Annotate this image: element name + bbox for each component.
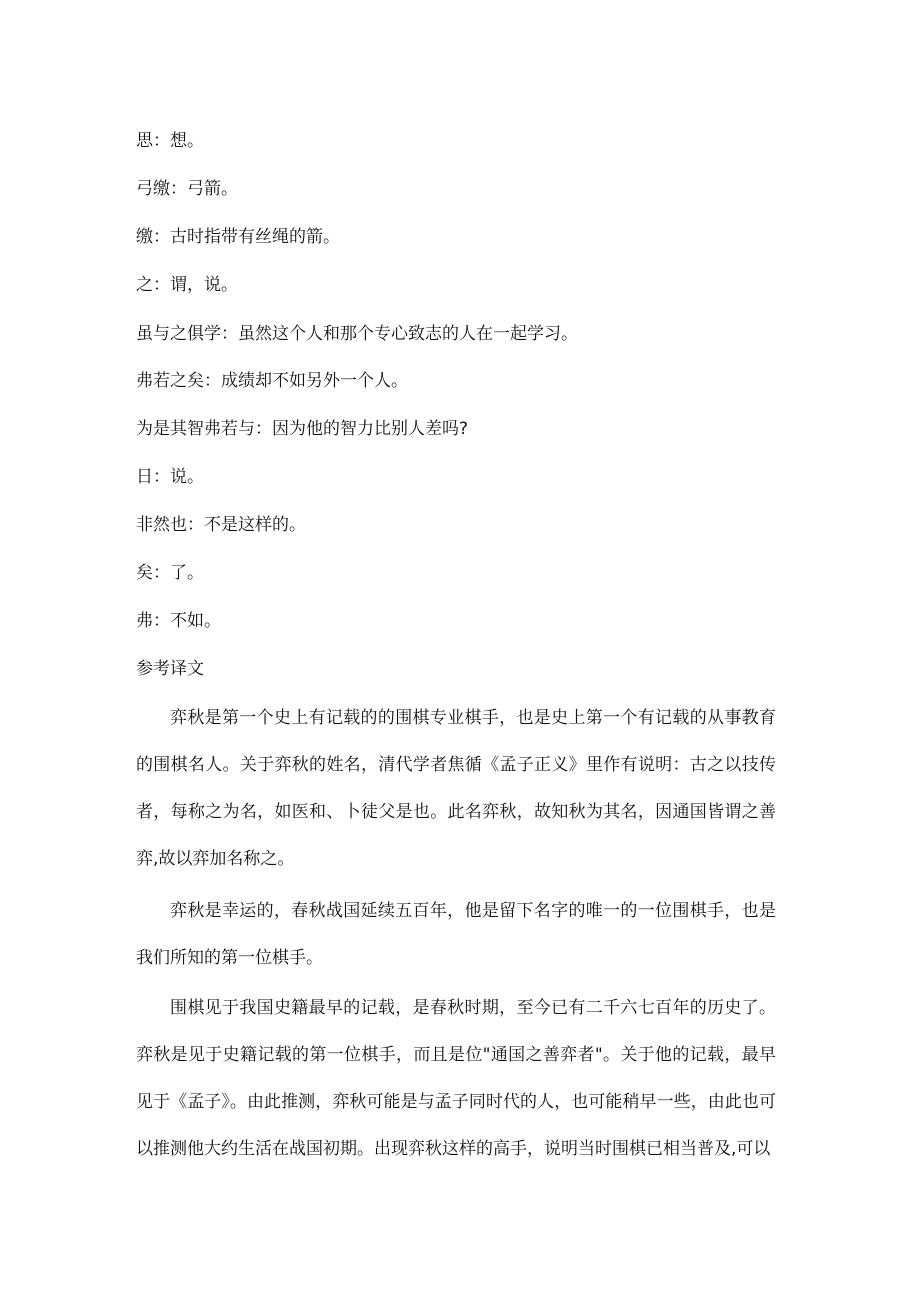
section-title: 参考译文 [136, 659, 204, 679]
translation-paragraph: 弈秋是幸运的，春秋战国延续五百年，他是留下名字的唯一的一位围棋手，也是我们所知的第一位棋手。 [136, 901, 776, 968]
gloss-line: 为是其智弗若与：因为他的智力比别人差吗? [136, 419, 469, 439]
gloss-line: 弗：不如。 [136, 611, 221, 631]
translation-paragraph: 弈秋是第一个史上有记载的的围棋专业棋手，也是史上第一个有记载的从事教育的围棋名人。关于弈秋的姓名，清代学者焦循《孟子正义》里作有说明：古之以技传者，每称之为名，如医和、卜徒父是也。此名弈秋，故知秋为其名，因通国皆谓之善弈,故以弈加名称之。 [136, 708, 776, 869]
translation-paragraph: 围棋见于我国史籍最早的记载，是春秋时期，至今已有二千六七百年的历史了。弈秋是见于史籍记载的第一位棋手，而且是位"通国之善弈者"。关于他的记载，最早见于《孟子》。由此推测，弈秋可能是与孟子同时代的人，也可能稍早一些，由此也可以推测他大约生活在战国初期。出现弈秋这样的高手，说明当时围棋已相当普及,可以 [136, 998, 776, 1159]
gloss-line: 非然也：不是这样的。 [136, 515, 306, 535]
gloss-line: 虽与之俱学：虽然这个人和那个专心致志的人在一起学习。 [136, 324, 578, 344]
gloss-line: 之：谓，说。 [136, 275, 238, 295]
gloss-line: 思：想。 [136, 131, 204, 151]
gloss-line: 弗若之矣：成绩却不如另外一个人。 [136, 371, 408, 391]
gloss-line: 矣：了。 [136, 563, 204, 583]
gloss-line: 日：说。 [136, 467, 204, 487]
gloss-line: 缴：古时指带有丝绳的箭。 [136, 227, 340, 247]
gloss-line: 弓缴：弓箭。 [136, 179, 238, 199]
